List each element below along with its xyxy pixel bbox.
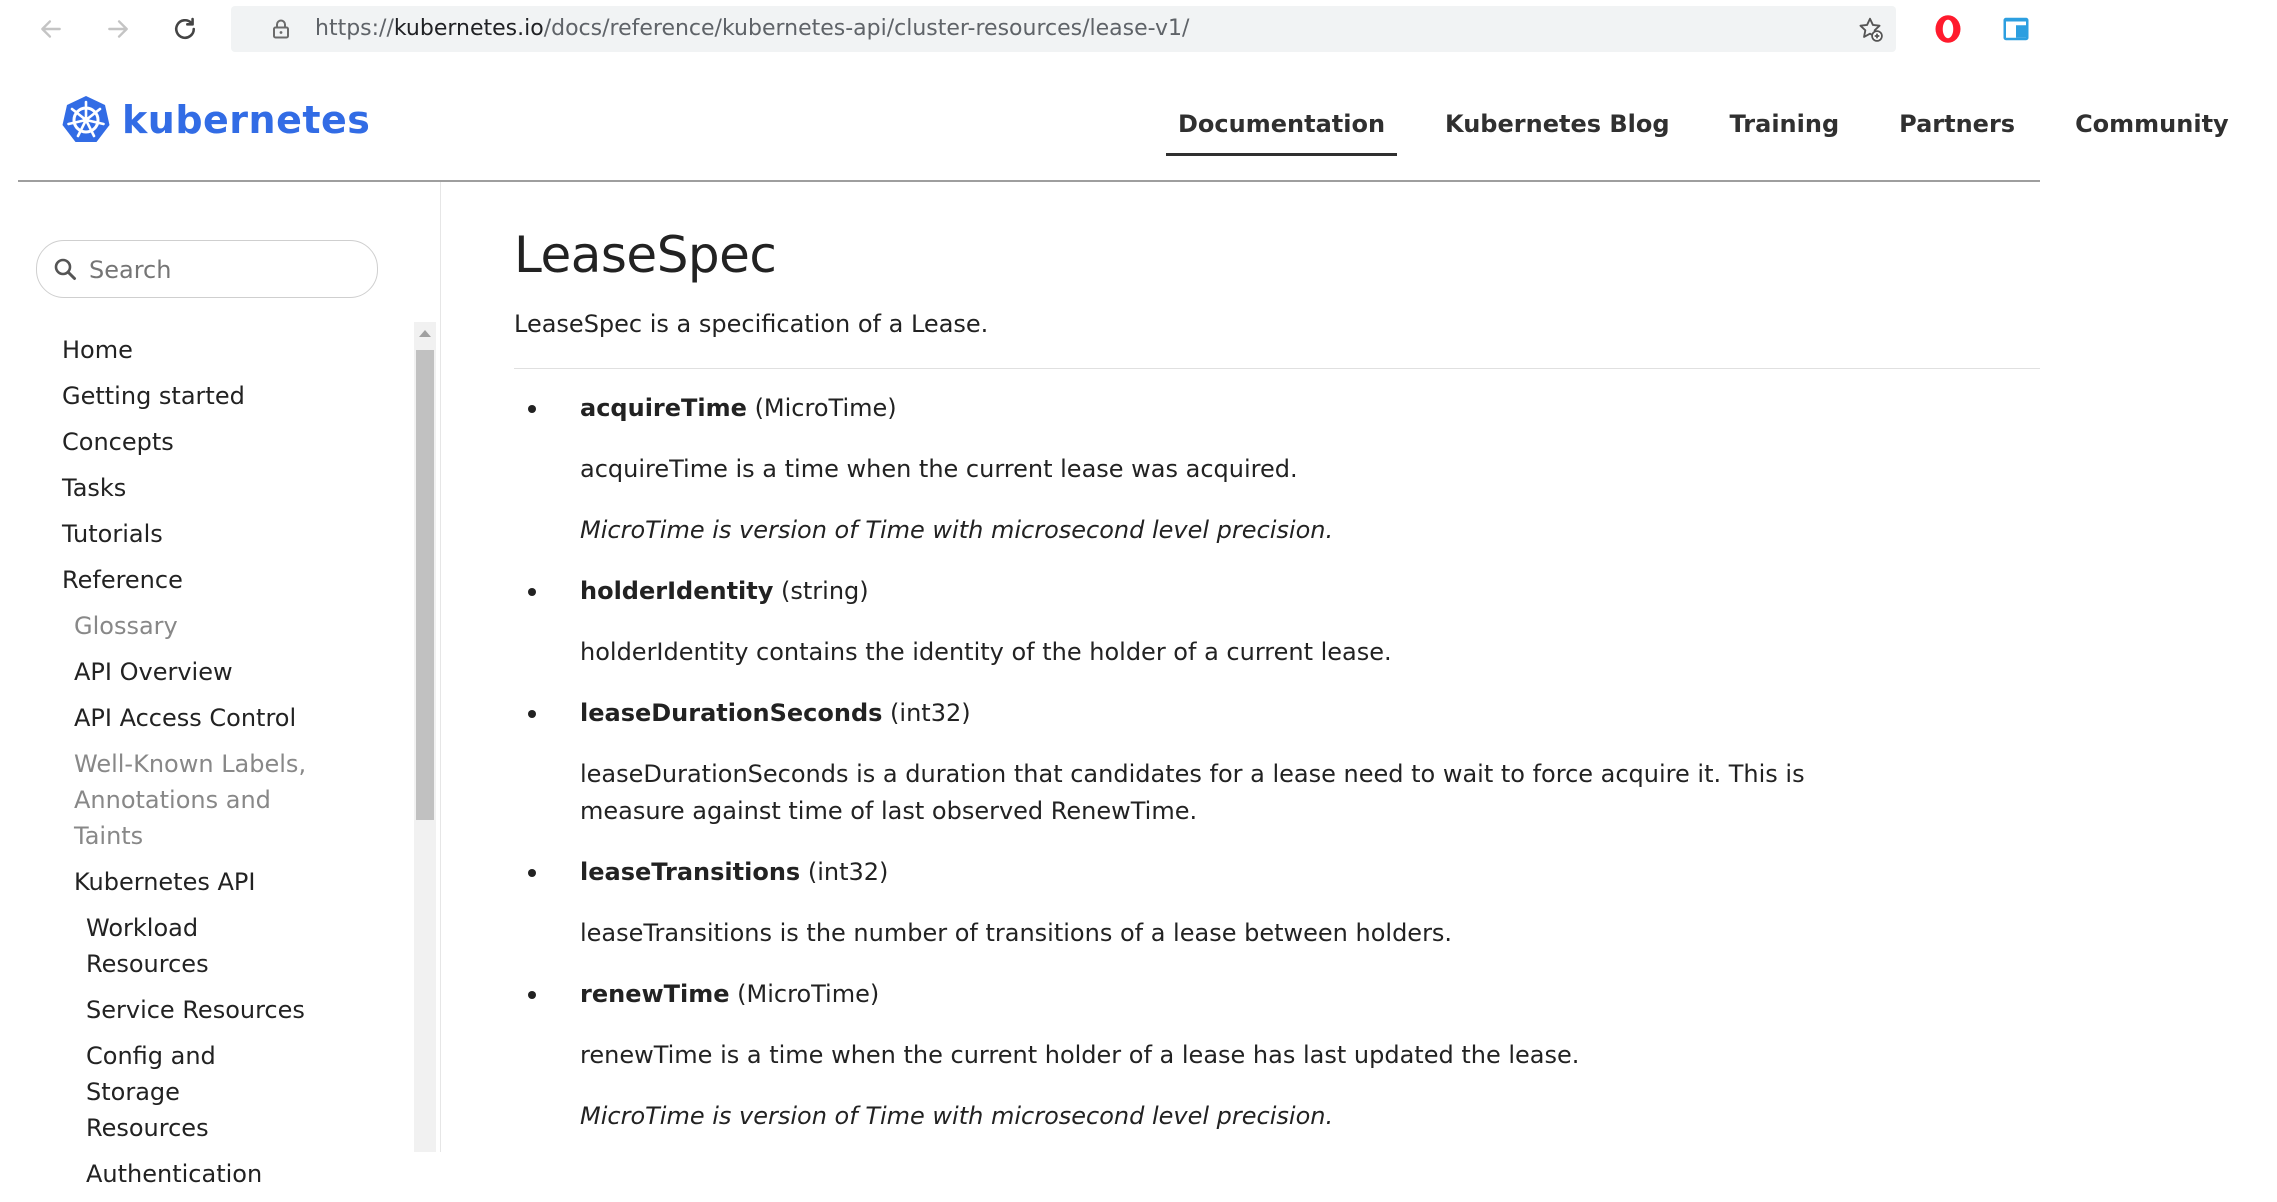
- nav-partners[interactable]: Partners: [1899, 110, 2016, 138]
- field-description: holderIdentity contains the identity of the holder of a current lease.: [580, 638, 1392, 666]
- field-type: (string): [781, 577, 869, 605]
- field-name: renewTime: [580, 980, 730, 1008]
- field-list: [548, 390, 1848, 1159]
- arrow-right-icon: [105, 16, 131, 42]
- field-type: (MicroTime): [737, 980, 880, 1008]
- sidebar-item-reference[interactable]: Reference: [62, 566, 183, 594]
- field-name: acquireTime: [580, 394, 747, 422]
- sidebar-item-home[interactable]: Home: [62, 336, 133, 364]
- url-host: kubernetes.io: [393, 16, 544, 41]
- bullet-icon: [528, 405, 536, 413]
- sidebar: [18, 182, 441, 1188]
- field-lease-transitions: [548, 854, 1848, 952]
- search-icon: [53, 257, 77, 281]
- page-intro: LeaseSpec is a specification of a Lease.: [514, 310, 989, 338]
- field-description: leaseTransitions is the number of transitions of a lease between holders.: [580, 919, 1453, 947]
- back-button[interactable]: [32, 10, 70, 48]
- opera-icon[interactable]: [1933, 14, 1963, 44]
- sidebar-scrollbar[interactable]: [414, 322, 436, 1152]
- reload-button[interactable]: [166, 10, 204, 48]
- field-holder-identity: [548, 573, 1848, 671]
- forward-button[interactable]: [99, 10, 137, 48]
- lock-icon: [269, 17, 293, 41]
- sidebar-item-label: Config and Storage Resources: [86, 1042, 216, 1142]
- scrollbar-thumb[interactable]: [416, 350, 434, 820]
- field-name: leaseDurationSeconds: [580, 699, 883, 727]
- sidebar-item-service-resources[interactable]: Service Resources: [86, 996, 305, 1024]
- field-header: [580, 573, 1848, 610]
- sidebar-item-authentication[interactable]: Authentication: [86, 1160, 263, 1188]
- sidebar-item-glossary[interactable]: Glossary: [74, 612, 178, 640]
- nav-community[interactable]: Community: [2075, 110, 2229, 138]
- field-header: [580, 854, 1848, 891]
- arrow-left-icon: [38, 16, 64, 42]
- add-favorite-icon[interactable]: [1856, 15, 1884, 43]
- kubernetes-helm-icon: [60, 94, 112, 146]
- url-prefix: https://: [315, 16, 394, 41]
- field-note: MicroTime is version of Time with microsecond level precision.: [580, 516, 1334, 544]
- bullet-icon: [528, 588, 536, 596]
- sidebar-item-api-overview[interactable]: API Overview: [74, 658, 233, 686]
- sidebar-item-getting-started[interactable]: Getting started: [62, 382, 245, 410]
- bullet-icon: [528, 710, 536, 718]
- reload-icon: [171, 15, 199, 43]
- sidebar-item-kubernetes-api[interactable]: Kubernetes API: [74, 868, 256, 896]
- bullet-icon: [528, 869, 536, 877]
- bullet-icon: [528, 991, 536, 999]
- page-title: LeaseSpec: [514, 226, 777, 284]
- field-description: acquireTime is a time when the current lease was acquired.: [580, 455, 1298, 483]
- side-nav: [62, 332, 422, 1202]
- nav-documentation[interactable]: Documentation: [1166, 110, 1397, 152]
- field-name: leaseTransitions: [580, 858, 801, 886]
- field-lease-duration-seconds: [548, 695, 1848, 830]
- top-nav: [1166, 110, 2277, 152]
- search-input[interactable]: [87, 249, 361, 291]
- field-type: (MicroTime): [754, 394, 897, 422]
- url-path: /docs/reference/kubernetes-api/cluster-resources/lease-v1/: [543, 16, 1190, 41]
- url-text: [315, 16, 1189, 42]
- field-description: leaseDurationSeconds is a duration that candidates for a lease need to wait to force acquire it. This is measure against time of last observed RenewTime.: [580, 760, 1805, 825]
- field-name: holderIdentity: [580, 577, 774, 605]
- sidebar-item-concepts[interactable]: Concepts: [62, 428, 174, 456]
- field-header: [580, 976, 1848, 1013]
- sidebar-item-config-storage[interactable]: [62, 1038, 422, 1146]
- site-logo[interactable]: [60, 94, 370, 146]
- browser-toolbar: [18, 0, 2040, 58]
- sidebar-item-tasks[interactable]: Tasks: [62, 474, 127, 502]
- sidebar-item-api-access-control[interactable]: API Access Control: [74, 704, 297, 732]
- extension-icon[interactable]: [2001, 14, 2031, 44]
- field-type: (int32): [807, 858, 889, 886]
- nav-training[interactable]: Training: [1729, 110, 1840, 138]
- sidebar-item-well-known-labels[interactable]: [62, 746, 422, 854]
- address-bar[interactable]: [231, 6, 1896, 52]
- scroll-up-icon[interactable]: [419, 330, 431, 337]
- nav-kubernetes-blog[interactable]: Kubernetes Blog: [1445, 110, 1670, 138]
- sidebar-search: [36, 240, 378, 298]
- sidebar-item-label: Well-Known Labels, Annotations and Taints: [74, 750, 307, 850]
- logo-text: kubernetes: [122, 98, 371, 142]
- site-header: [18, 58, 2229, 182]
- sidebar-item-workload-resources[interactable]: [62, 910, 422, 982]
- field-acquire-time: [548, 390, 1848, 549]
- field-type: (int32): [890, 699, 971, 727]
- field-description: renewTime is a time when the current holder of a lease has last updated the lease.: [580, 1041, 1580, 1069]
- sidebar-item-label: Workload Resources: [86, 914, 209, 978]
- field-header: [580, 695, 1848, 732]
- browser-window: [18, 0, 2229, 1188]
- field-note: MicroTime is version of Time with microsecond level precision.: [580, 1102, 1334, 1130]
- divider: [514, 368, 2040, 369]
- field-header: [580, 390, 1848, 427]
- sidebar-item-tutorials[interactable]: Tutorials: [62, 520, 163, 548]
- main-content: [514, 182, 2040, 1152]
- field-renew-time: [548, 976, 1848, 1135]
